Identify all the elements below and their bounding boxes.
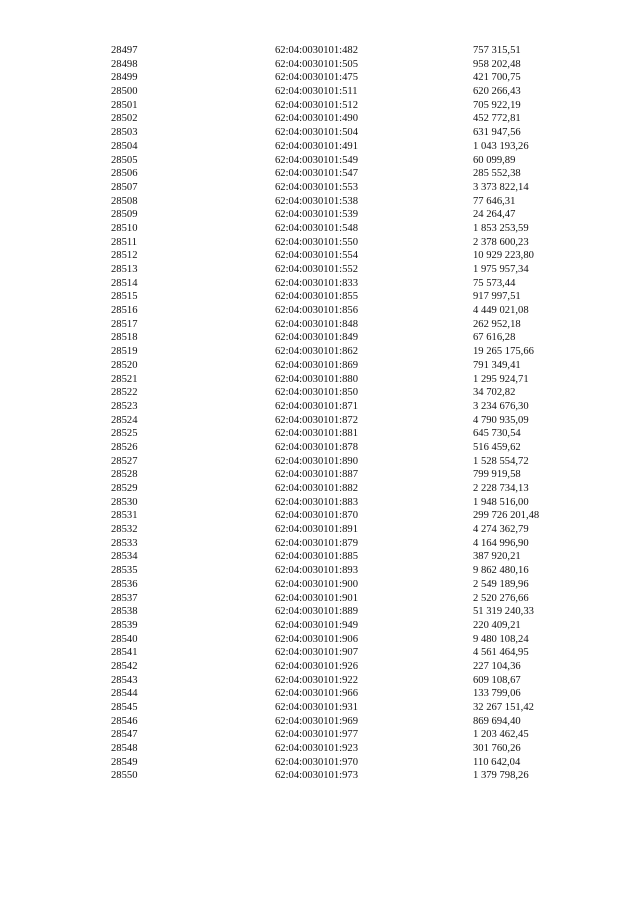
table-row: [0, 112, 640, 126]
cadastral-number: 62:04:0030101:885: [275, 551, 358, 563]
row-number: 28541: [111, 647, 138, 659]
table-row: [0, 633, 640, 647]
cadastral-number: 62:04:0030101:482: [275, 45, 358, 56]
cadastral-value: 421 700,75: [473, 72, 521, 84]
cadastral-value: 1 379 798,26: [473, 770, 529, 782]
cadastral-number: 62:04:0030101:850: [275, 387, 358, 399]
row-number: 28530: [111, 496, 138, 508]
cadastral-value: 705 922,19: [473, 99, 521, 111]
cadastral-value: 2 520 276,66: [473, 592, 529, 604]
cadastral-value: 227 104,36: [473, 660, 521, 672]
table-row: [0, 509, 640, 523]
cadastral-number: 62:04:0030101:511: [275, 86, 358, 98]
row-number: 28497: [111, 45, 138, 56]
table-row: [0, 85, 640, 99]
cadastral-number: 62:04:0030101:970: [275, 756, 358, 768]
cadastral-value: 2 378 600,23: [473, 236, 529, 248]
cadastral-number: 62:04:0030101:887: [275, 469, 358, 481]
cadastral-number: 62:04:0030101:880: [275, 373, 358, 385]
table-row: [0, 386, 640, 400]
table-row: [0, 236, 640, 250]
cadastral-number: 62:04:0030101:849: [275, 332, 358, 344]
table-row: [0, 523, 640, 537]
table-row: [0, 742, 640, 756]
cadastral-value: 285 552,38: [473, 168, 521, 180]
cadastral-value: 609 108,67: [473, 674, 521, 686]
row-number: 28504: [111, 140, 138, 152]
cadastral-value: 4 449 021,08: [473, 305, 529, 317]
row-number: 28547: [111, 729, 138, 741]
cadastral-value: 24 264,47: [473, 209, 516, 221]
row-number: 28523: [111, 400, 138, 412]
table-row: [0, 592, 640, 606]
table-row: [0, 769, 640, 783]
row-number: 28542: [111, 660, 138, 672]
row-number: 28528: [111, 469, 138, 481]
cadastral-value: 9 862 480,16: [473, 565, 529, 577]
table-row: [0, 496, 640, 510]
cadastral-value: 1 528 554,72: [473, 455, 529, 467]
table-row: [0, 167, 640, 181]
table-row: [0, 154, 640, 168]
table-row: [0, 249, 640, 263]
row-number: 28539: [111, 619, 138, 631]
cadastral-value: 645 730,54: [473, 428, 521, 440]
row-number: 28522: [111, 387, 138, 399]
cadastral-value: 1 975 957,34: [473, 264, 529, 275]
table-row: [0, 304, 640, 318]
cadastral-number: 62:04:0030101:490: [275, 113, 358, 125]
cadastral-number: 62:04:0030101:922: [275, 674, 358, 686]
table-row: [0, 646, 640, 660]
row-number: 28508: [111, 195, 138, 207]
cadastral-number: 62:04:0030101:923: [275, 743, 358, 755]
cadastral-number: 62:04:0030101:973: [275, 770, 358, 782]
row-number: 28517: [111, 318, 138, 330]
cadastral-number: 62:04:0030101:966: [275, 688, 358, 700]
cadastral-number: 62:04:0030101:907: [275, 647, 358, 659]
cadastral-value: 757 315,51: [473, 45, 521, 56]
row-number: 28526: [111, 441, 138, 453]
table-row: [0, 290, 640, 304]
cadastral-number: 62:04:0030101:949: [275, 619, 358, 631]
table-row: [0, 715, 640, 729]
row-number: 28499: [111, 72, 138, 84]
cadastral-number: 62:04:0030101:890: [275, 455, 358, 467]
cadastral-value: 958 202,48: [473, 58, 521, 70]
table-row: [0, 331, 640, 345]
row-number: 28521: [111, 373, 138, 385]
table-row: [0, 660, 640, 674]
cadastral-value-table: [0, 44, 640, 783]
cadastral-value: 67 616,28: [473, 332, 516, 344]
row-number: 28498: [111, 58, 138, 70]
cadastral-value: 9 480 108,24: [473, 633, 529, 645]
cadastral-number: 62:04:0030101:505: [275, 58, 358, 70]
row-number: 28543: [111, 674, 138, 686]
table-row: [0, 126, 640, 140]
table-row: [0, 537, 640, 551]
table-row: [0, 208, 640, 222]
cadastral-number: 62:04:0030101:833: [275, 277, 358, 289]
row-number: 28507: [111, 181, 138, 193]
row-number: 28534: [111, 551, 138, 563]
cadastral-number: 62:04:0030101:550: [275, 236, 358, 248]
cadastral-value: 1 948 516,00: [473, 496, 529, 508]
table-row: [0, 58, 640, 72]
cadastral-number: 62:04:0030101:869: [275, 359, 358, 371]
row-number: 28514: [111, 277, 138, 289]
row-number: 28527: [111, 455, 138, 467]
row-number: 28503: [111, 127, 138, 139]
row-number: 28538: [111, 606, 138, 618]
row-number: 28531: [111, 510, 138, 522]
cadastral-value: 4 561 464,95: [473, 647, 529, 659]
row-number: 28525: [111, 428, 138, 440]
cadastral-number: 62:04:0030101:900: [275, 578, 358, 590]
row-number: 28510: [111, 222, 138, 234]
cadastral-number: 62:04:0030101:969: [275, 715, 358, 727]
cadastral-value: 799 919,58: [473, 469, 521, 481]
cadastral-number: 62:04:0030101:539: [275, 209, 358, 221]
table-row: [0, 359, 640, 373]
row-number: 28545: [111, 702, 138, 713]
row-number: 28516: [111, 305, 138, 317]
table-row: [0, 318, 640, 332]
cadastral-value: 387 920,21: [473, 551, 521, 563]
table-row: [0, 619, 640, 633]
row-number: 28550: [111, 770, 138, 782]
table-row: [0, 701, 640, 715]
row-number: 28533: [111, 537, 138, 549]
cadastral-value: 2 549 189,96: [473, 578, 529, 590]
table-row: [0, 468, 640, 482]
cadastral-value: 1 043 193,26: [473, 140, 529, 152]
row-number: 28505: [111, 154, 138, 166]
cadastral-number: 62:04:0030101:906: [275, 633, 358, 645]
row-number: 28546: [111, 715, 138, 727]
cadastral-number: 62:04:0030101:548: [275, 222, 358, 234]
cadastral-number: 62:04:0030101:538: [275, 195, 358, 207]
cadastral-number: 62:04:0030101:554: [275, 250, 358, 262]
cadastral-value: 299 726 201,48: [473, 510, 540, 522]
cadastral-value: 2 228 734,13: [473, 483, 529, 494]
table-row: [0, 277, 640, 291]
row-number: 28535: [111, 565, 138, 577]
cadastral-number: 62:04:0030101:872: [275, 414, 358, 426]
row-number: 28548: [111, 743, 138, 755]
cadastral-value: 77 646,31: [473, 195, 516, 207]
cadastral-value: 869 694,40: [473, 715, 521, 727]
row-number: 28511: [111, 236, 138, 248]
cadastral-number: 62:04:0030101:848: [275, 318, 358, 330]
table-row: [0, 482, 640, 496]
table-row: [0, 756, 640, 770]
table-row: [0, 550, 640, 564]
cadastral-value: 60 099,89: [473, 154, 516, 166]
row-number: 28536: [111, 578, 138, 590]
cadastral-number: 62:04:0030101:549: [275, 154, 358, 166]
cadastral-value: 75 573,44: [473, 277, 516, 289]
cadastral-number: 62:04:0030101:926: [275, 660, 358, 672]
table-row: [0, 455, 640, 469]
table-row: [0, 345, 640, 359]
table-row: [0, 605, 640, 619]
cadastral-number: 62:04:0030101:862: [275, 346, 358, 358]
cadastral-number: 62:04:0030101:547: [275, 168, 358, 180]
cadastral-value: 133 799,06: [473, 688, 521, 700]
cadastral-number: 62:04:0030101:871: [275, 400, 358, 412]
cadastral-number: 62:04:0030101:879: [275, 537, 358, 549]
table-row: [0, 44, 640, 58]
cadastral-number: 62:04:0030101:491: [275, 140, 358, 152]
row-number: 28529: [111, 483, 138, 494]
cadastral-number: 62:04:0030101:977: [275, 729, 358, 741]
cadastral-value: 301 760,26: [473, 743, 521, 755]
cadastral-value: 110 642,04: [473, 756, 521, 768]
cadastral-number: 62:04:0030101:882: [275, 483, 358, 494]
row-number: 28540: [111, 633, 138, 645]
table-row: [0, 564, 640, 578]
cadastral-value: 10 929 223,80: [473, 250, 534, 262]
table-row: [0, 674, 640, 688]
cadastral-number: 62:04:0030101:883: [275, 496, 358, 508]
cadastral-value: 631 947,56: [473, 127, 521, 139]
cadastral-number: 62:04:0030101:893: [275, 565, 358, 577]
table-row: [0, 373, 640, 387]
cadastral-number: 62:04:0030101:889: [275, 606, 358, 618]
table-row: [0, 578, 640, 592]
cadastral-number: 62:04:0030101:931: [275, 702, 358, 713]
cadastral-value: 34 702,82: [473, 387, 516, 399]
cadastral-number: 62:04:0030101:504: [275, 127, 358, 139]
row-number: 28549: [111, 756, 138, 768]
cadastral-value: 791 349,41: [473, 359, 521, 371]
row-number: 28518: [111, 332, 138, 344]
row-number: 28500: [111, 86, 138, 98]
cadastral-value: 3 373 822,14: [473, 181, 529, 193]
cadastral-number: 62:04:0030101:475: [275, 72, 358, 84]
cadastral-value: 452 772,81: [473, 113, 521, 125]
cadastral-value: 917 997,51: [473, 291, 521, 303]
table-row: [0, 99, 640, 113]
cadastral-value: 262 952,18: [473, 318, 521, 330]
row-number: 28520: [111, 359, 138, 371]
table-row: [0, 140, 640, 154]
table-row: [0, 427, 640, 441]
row-number: 28501: [111, 99, 138, 111]
cadastral-number: 62:04:0030101:870: [275, 510, 358, 522]
cadastral-value: 516 459,62: [473, 441, 521, 453]
cadastral-value: 4 164 996,90: [473, 537, 529, 549]
table-row: [0, 71, 640, 85]
cadastral-number: 62:04:0030101:552: [275, 264, 358, 275]
table-row: [0, 687, 640, 701]
cadastral-value: 19 265 175,66: [473, 346, 534, 358]
row-number: 28532: [111, 524, 138, 536]
row-number: 28519: [111, 346, 138, 358]
cadastral-value: 1 295 924,71: [473, 373, 529, 385]
table-row: [0, 728, 640, 742]
cadastral-number: 62:04:0030101:878: [275, 441, 358, 453]
row-number: 28509: [111, 209, 138, 221]
cadastral-value: 4 274 362,79: [473, 524, 529, 536]
table-row: [0, 441, 640, 455]
cadastral-value: 3 234 676,30: [473, 400, 529, 412]
table-row: [0, 414, 640, 428]
table-row: [0, 222, 640, 236]
table-row: [0, 181, 640, 195]
cadastral-number: 62:04:0030101:901: [275, 592, 358, 604]
row-number: 28537: [111, 592, 138, 604]
table-row: [0, 263, 640, 277]
cadastral-value: 220 409,21: [473, 619, 521, 631]
cadastral-number: 62:04:0030101:855: [275, 291, 358, 303]
cadastral-number: 62:04:0030101:512: [275, 99, 358, 111]
row-number: 28512: [111, 250, 138, 262]
table-row: [0, 400, 640, 414]
cadastral-value: 4 790 935,09: [473, 414, 529, 426]
cadastral-value: 1 203 462,45: [473, 729, 529, 741]
row-number: 28502: [111, 113, 138, 125]
table-row: [0, 195, 640, 209]
row-number: 28544: [111, 688, 138, 700]
cadastral-value: 620 266,43: [473, 86, 521, 98]
cadastral-value: 1 853 253,59: [473, 222, 529, 234]
row-number: 28524: [111, 414, 138, 426]
cadastral-value: 32 267 151,42: [473, 702, 534, 713]
cadastral-number: 62:04:0030101:856: [275, 305, 358, 317]
cadastral-value: 51 319 240,33: [473, 606, 534, 618]
row-number: 28515: [111, 291, 138, 303]
cadastral-number: 62:04:0030101:891: [275, 524, 358, 536]
row-number: 28506: [111, 168, 138, 180]
cadastral-number: 62:04:0030101:881: [275, 428, 358, 440]
cadastral-number: 62:04:0030101:553: [275, 181, 358, 193]
row-number: 28513: [111, 264, 138, 275]
